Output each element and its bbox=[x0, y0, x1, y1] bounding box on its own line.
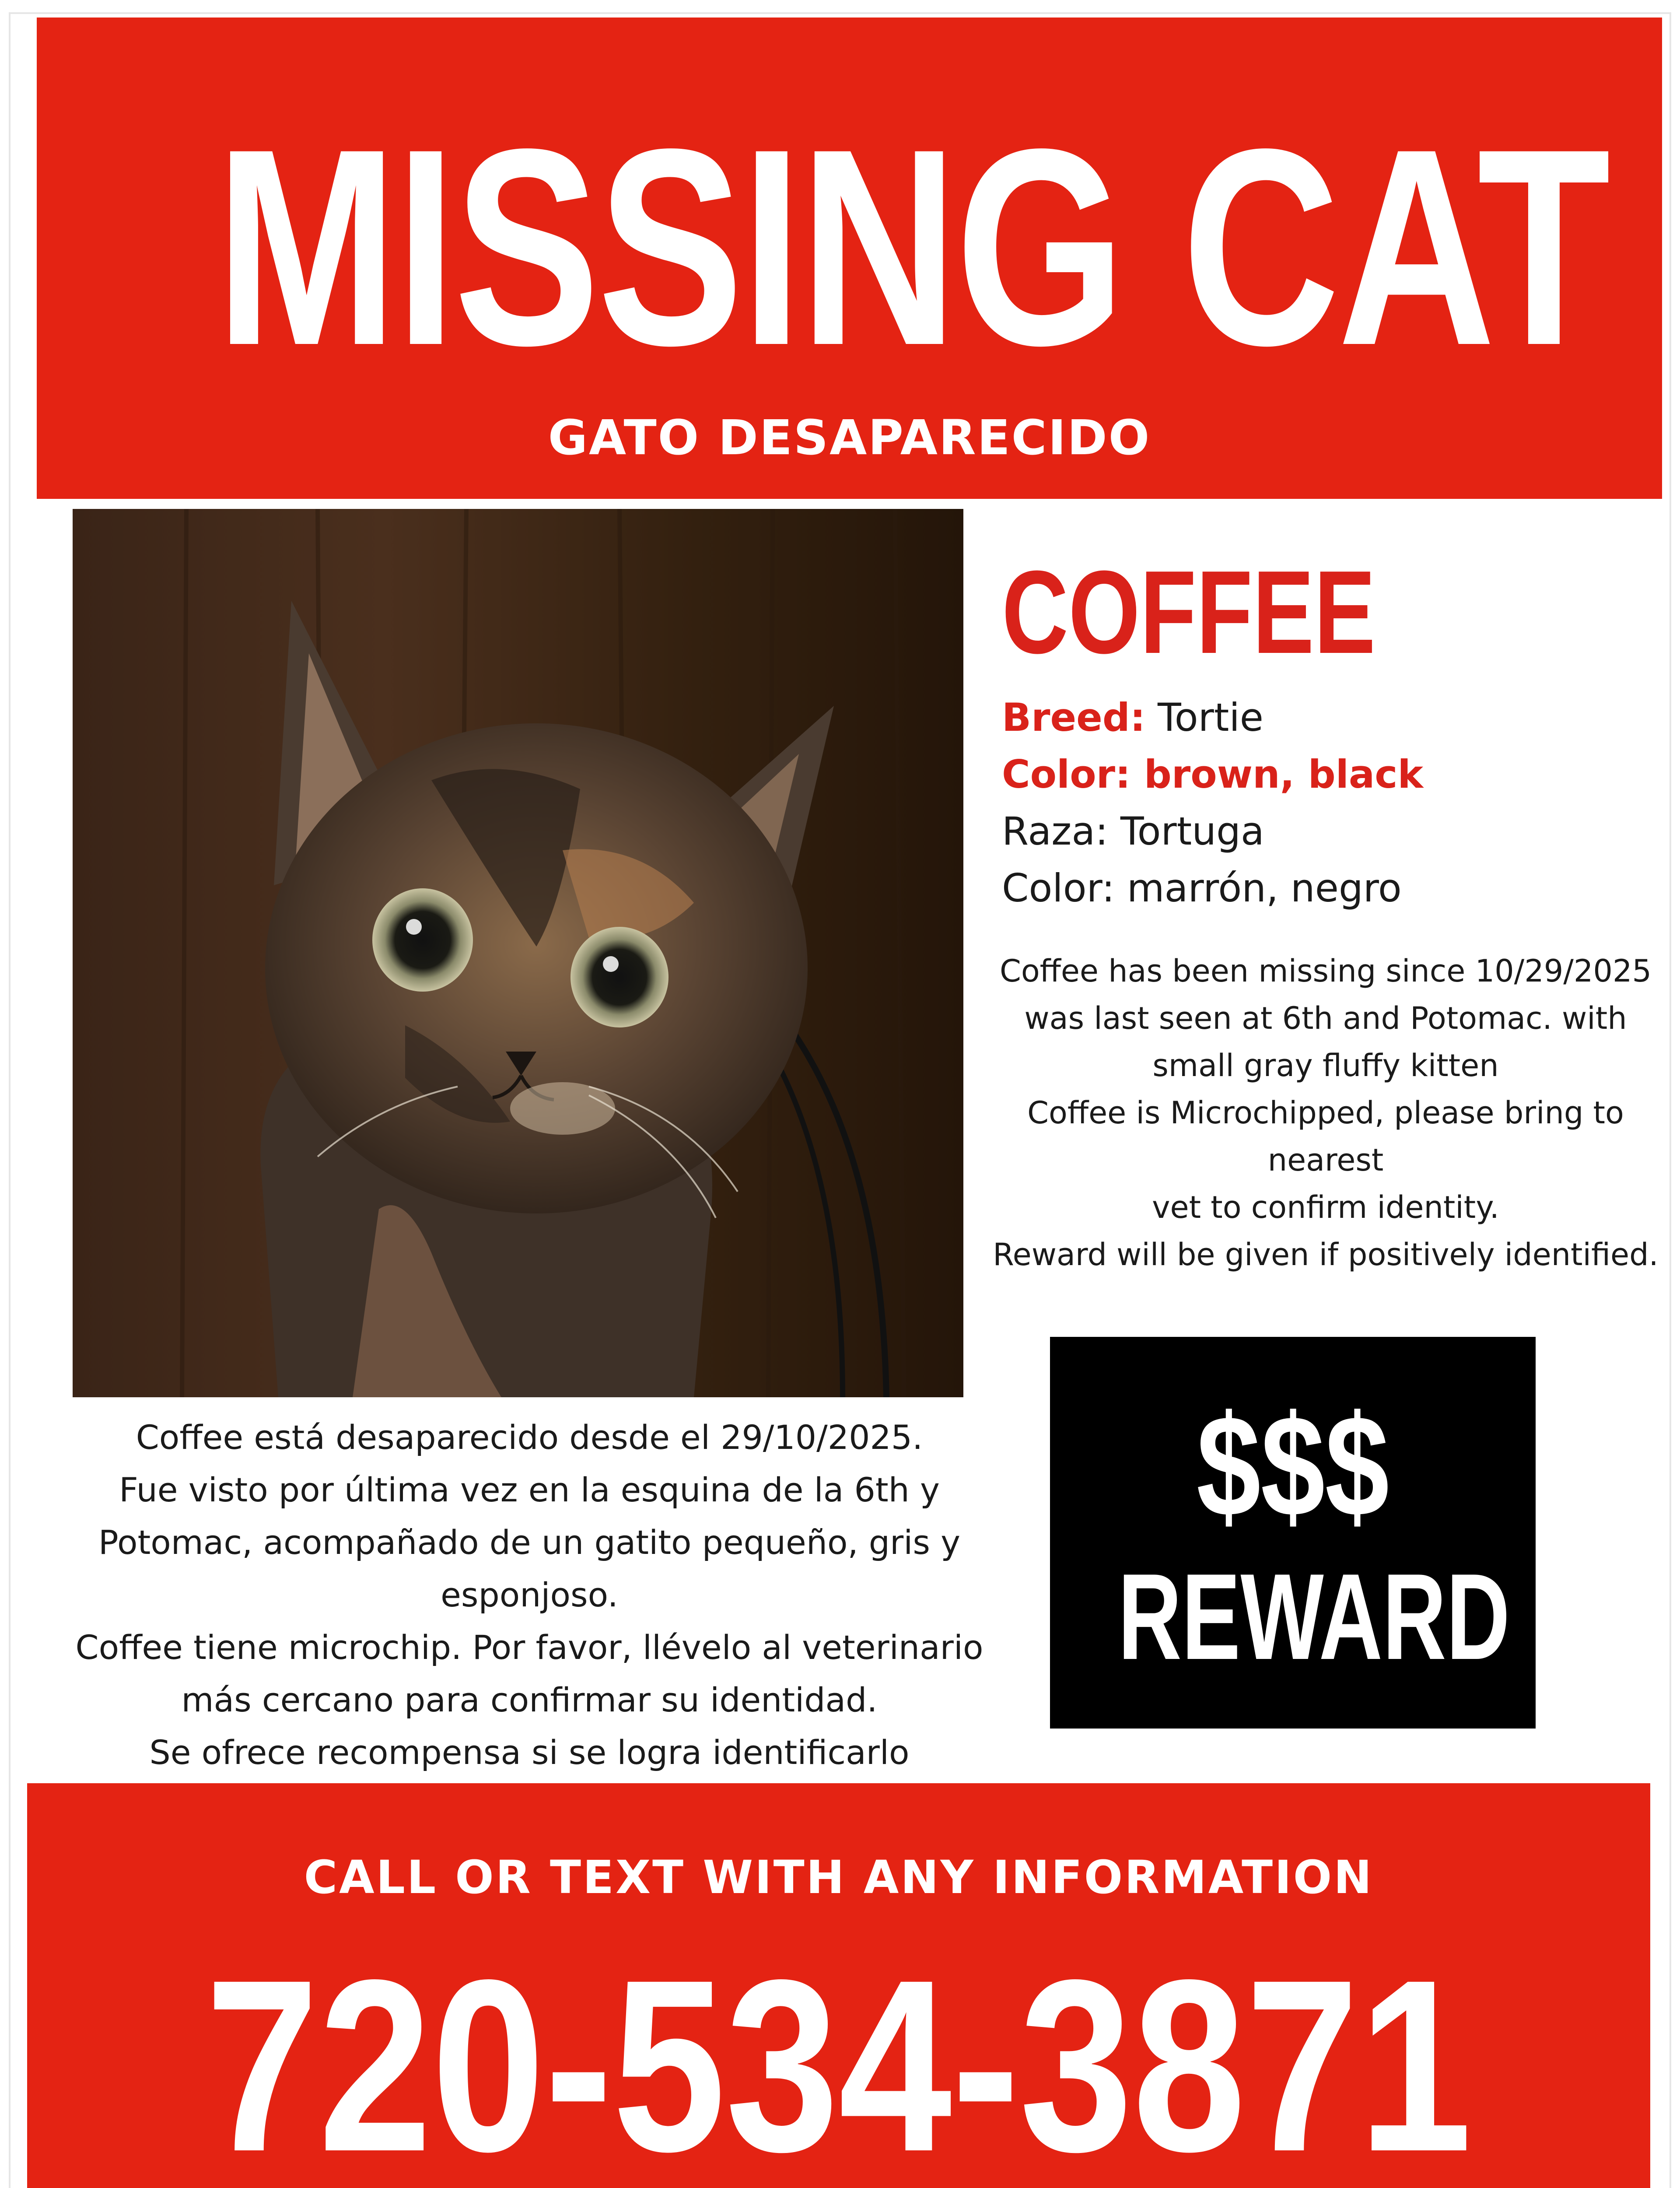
description-en-line: Coffee is Microchipped, please bring to bbox=[1027, 1095, 1624, 1131]
contact-banner bbox=[27, 1783, 1650, 2188]
poster-title: MISSING CAT bbox=[215, 91, 1609, 403]
reward-box bbox=[1050, 1337, 1536, 1729]
description-en-line: small gray fluffy kitten bbox=[1152, 1048, 1499, 1083]
description-en-line: Coffee has been missing since 10/29/2025 bbox=[999, 953, 1652, 989]
color-value-en: brown, black bbox=[1144, 752, 1423, 797]
description-es-line: Potomac, acompañado de un gatito pequeño, gris y bbox=[98, 1523, 961, 1562]
color-row-en bbox=[1002, 746, 1423, 803]
description-en-line: nearest bbox=[1267, 1142, 1384, 1178]
header-banner bbox=[37, 18, 1662, 499]
cat-photo bbox=[73, 509, 963, 1397]
poster-subtitle: GATO DESAPARECIDO bbox=[548, 410, 1151, 466]
reward-dollars: $$$ bbox=[1196, 1385, 1390, 1546]
description-es-line: Se ofrece recompensa si se logra identificarlo bbox=[149, 1733, 910, 1772]
description-es-line: más cercano para confirmar su identidad. bbox=[181, 1680, 878, 1719]
color-row-es: Color: marrón, negro bbox=[1002, 866, 1402, 911]
description-en-line: Reward will be given if positively identified. bbox=[993, 1237, 1659, 1273]
pet-details bbox=[1002, 689, 1423, 917]
description-es-line: Coffee está desaparecido desde el 29/10/2025. bbox=[136, 1418, 923, 1457]
breed-label: Breed: bbox=[1002, 695, 1146, 740]
breed-value: Tortie bbox=[1145, 695, 1264, 740]
contact-cta: CALL OR TEXT WITH ANY INFORMATION bbox=[304, 1851, 1374, 1904]
description-en-line: was last seen at 6th and Potomac. with bbox=[1024, 1000, 1627, 1036]
color-label-en: Color: bbox=[1002, 752, 1144, 797]
description-es-line: esponjoso. bbox=[441, 1575, 618, 1614]
description-es-line: Fue visto por última vez en la esquina de la 6th y bbox=[119, 1470, 940, 1509]
description-en-line: vet to confirm identity. bbox=[1152, 1189, 1499, 1225]
breed-row bbox=[1002, 689, 1423, 746]
description-english bbox=[980, 947, 1671, 1278]
reward-label: REWARD bbox=[1118, 1549, 1510, 1685]
description-es-line: Coffee tiene microchip. Por favor, llévelo al veterinario bbox=[75, 1628, 984, 1667]
raza-row: Raza: Tortuga bbox=[1002, 809, 1264, 854]
phone-number[interactable]: 720-534-3871 bbox=[205, 1929, 1472, 2188]
description-spanish bbox=[39, 1411, 1019, 1779]
cat-name: COFFEE bbox=[1002, 547, 1376, 678]
